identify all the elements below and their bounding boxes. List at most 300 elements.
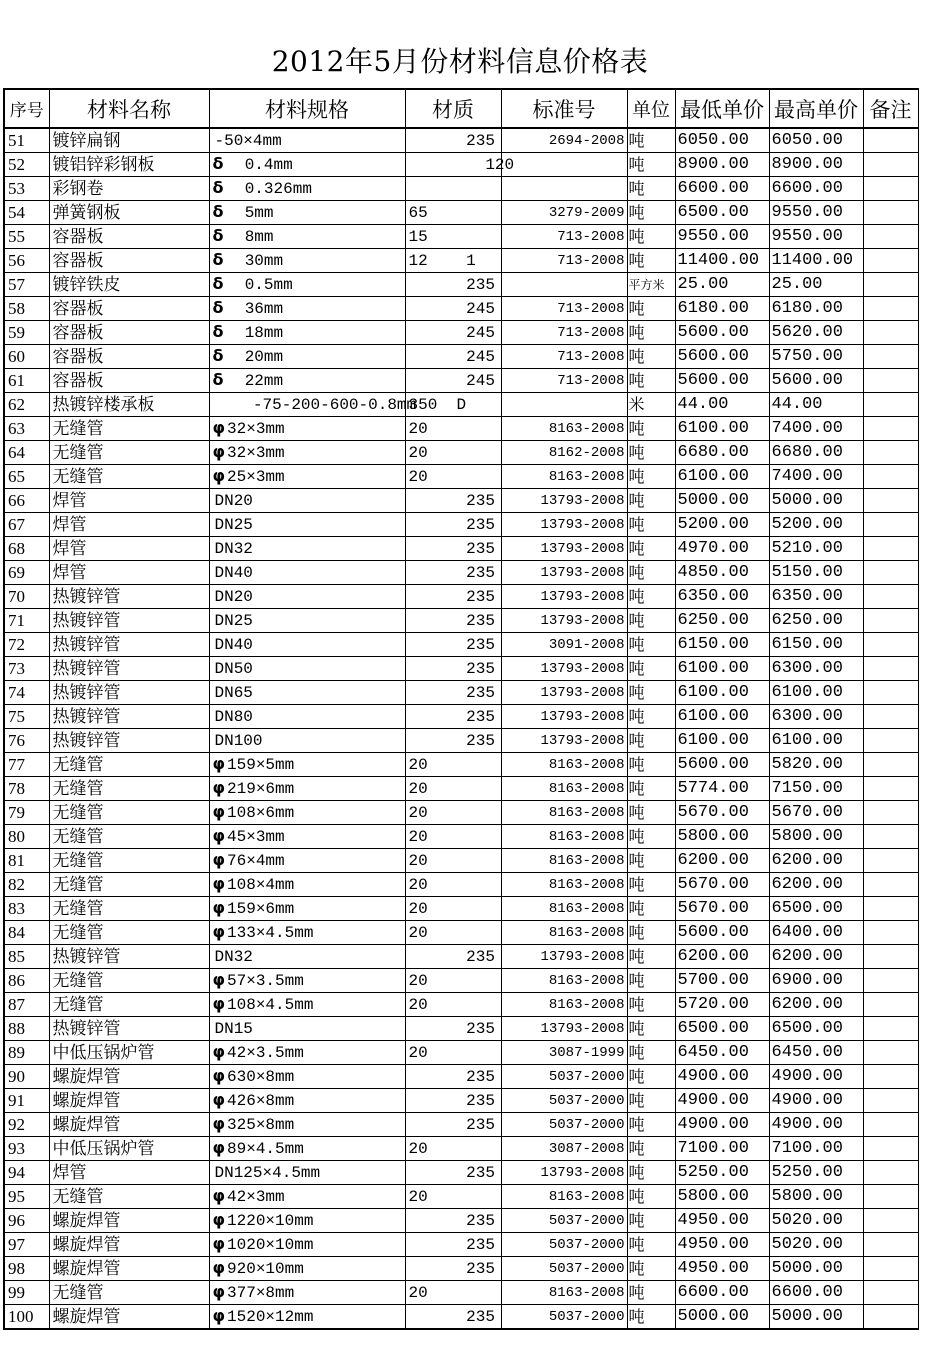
table-row xyxy=(4,225,918,249)
material-name: 焊管 xyxy=(49,489,209,513)
unit: 吨 xyxy=(627,369,675,393)
material-spec xyxy=(209,249,405,273)
material-grade: 235 xyxy=(405,489,501,513)
notes xyxy=(863,369,918,393)
max-price: 6300.00 xyxy=(769,705,863,729)
max-price: 5150.00 xyxy=(769,561,863,585)
max-price: 6200.00 xyxy=(769,849,863,873)
min-price: 5800.00 xyxy=(675,1185,769,1209)
standard-number: 8163-2008 xyxy=(501,873,627,897)
spec-symbol: φ xyxy=(212,1090,226,1109)
notes xyxy=(863,417,918,441)
table-row xyxy=(4,1161,918,1185)
row-index: 97 xyxy=(4,1233,49,1257)
min-price: 4950.00 xyxy=(675,1209,769,1233)
table-row xyxy=(4,681,918,705)
material-grade: 235 xyxy=(405,1113,501,1137)
standard-number: 713-2008 xyxy=(501,297,627,321)
min-price: 6680.00 xyxy=(675,441,769,465)
standard-number xyxy=(501,153,627,177)
max-price: 5600.00 xyxy=(769,369,863,393)
table-row xyxy=(4,1185,918,1209)
spec-text: DN125×4.5mm xyxy=(214,1164,321,1182)
material-grade: 20 xyxy=(405,993,501,1017)
spec-symbol: φ xyxy=(212,1234,226,1253)
row-index: 54 xyxy=(4,201,49,225)
min-price: 4950.00 xyxy=(675,1233,769,1257)
material-spec xyxy=(209,1017,405,1041)
max-price: 7400.00 xyxy=(769,417,863,441)
spec-text: DN40 xyxy=(214,564,253,582)
standard-number: 13793-2008 xyxy=(501,537,627,561)
standard-number: 3091-2008 xyxy=(501,633,627,657)
spec-text: DN80 xyxy=(214,708,253,726)
max-price: 44.00 xyxy=(769,393,863,417)
max-price: 5800.00 xyxy=(769,825,863,849)
material-spec xyxy=(209,1137,405,1161)
table-row xyxy=(4,417,918,441)
material-spec xyxy=(209,417,405,441)
material-name: 焊管 xyxy=(49,513,209,537)
material-name: 无缝管 xyxy=(49,441,209,465)
unit: 吨 xyxy=(627,177,675,201)
material-grade: 235 xyxy=(405,1305,501,1330)
material-name: 螺旋焊管 xyxy=(49,1305,209,1330)
material-grade: 65 xyxy=(405,201,501,225)
spec-text: 18mm xyxy=(225,324,284,342)
spec-text: 30mm xyxy=(225,252,284,270)
material-name: 弹簧钢板 xyxy=(49,201,209,225)
standard-number: 5037-2000 xyxy=(501,1305,627,1330)
max-price: 5250.00 xyxy=(769,1161,863,1185)
material-name: 焊管 xyxy=(49,1161,209,1185)
spec-symbol: δ xyxy=(212,202,224,221)
unit: 吨 xyxy=(627,849,675,873)
row-index: 95 xyxy=(4,1185,49,1209)
spec-symbol: φ xyxy=(212,1186,226,1205)
min-price: 6100.00 xyxy=(675,465,769,489)
material-name: 容器板 xyxy=(49,225,209,249)
notes xyxy=(863,873,918,897)
unit: 吨 xyxy=(627,993,675,1017)
spec-text: DN20 xyxy=(214,492,253,510)
material-name: 彩钢卷 xyxy=(49,177,209,201)
table-row xyxy=(4,1089,918,1113)
spec-text: DN15 xyxy=(214,1020,253,1038)
material-spec xyxy=(209,177,405,201)
table-row xyxy=(4,825,918,849)
spec-text: -50×4mm xyxy=(214,132,282,150)
row-index: 99 xyxy=(4,1281,49,1305)
material-spec xyxy=(209,489,405,513)
row-index: 76 xyxy=(4,729,49,753)
material-name: 热镀锌管 xyxy=(49,945,209,969)
spec-text: 32×3mm xyxy=(227,444,285,462)
row-index: 57 xyxy=(4,273,49,297)
unit: 吨 xyxy=(627,777,675,801)
spec-text: 1220×10mm xyxy=(227,1212,314,1230)
unit: 吨 xyxy=(627,321,675,345)
material-spec xyxy=(209,585,405,609)
row-index: 73 xyxy=(4,657,49,681)
material-spec xyxy=(209,969,405,993)
spec-text: 25×3mm xyxy=(227,468,285,486)
material-spec xyxy=(209,729,405,753)
spec-text: 159×5mm xyxy=(227,756,295,774)
spec-text: DN100 xyxy=(214,732,263,750)
min-price: 4950.00 xyxy=(675,1257,769,1281)
standard-number: 3087-1999 xyxy=(501,1041,627,1065)
unit: 吨 xyxy=(627,1017,675,1041)
unit: 吨 xyxy=(627,657,675,681)
material-name: 无缝管 xyxy=(49,777,209,801)
standard-number xyxy=(501,177,627,201)
notes xyxy=(863,1257,918,1281)
table-row xyxy=(4,1041,918,1065)
min-price: 6100.00 xyxy=(675,417,769,441)
material-grade: 235 xyxy=(405,561,501,585)
header-row xyxy=(4,89,918,128)
standard-number: 13793-2008 xyxy=(501,609,627,633)
row-index: 61 xyxy=(4,369,49,393)
notes xyxy=(863,921,918,945)
material-spec xyxy=(209,1185,405,1209)
material-grade: 245 xyxy=(405,345,501,369)
spec-symbol: δ xyxy=(212,298,224,317)
notes xyxy=(863,297,918,321)
max-price: 6180.00 xyxy=(769,297,863,321)
unit: 平方米 xyxy=(627,273,675,297)
spec-symbol: φ xyxy=(212,754,226,773)
notes xyxy=(863,1233,918,1257)
table-row xyxy=(4,1257,918,1281)
row-index: 89 xyxy=(4,1041,49,1065)
unit: 吨 xyxy=(627,609,675,633)
row-index: 55 xyxy=(4,225,49,249)
material-spec xyxy=(209,633,405,657)
unit: 吨 xyxy=(627,441,675,465)
notes xyxy=(863,1209,918,1233)
material-name: 无缝管 xyxy=(49,993,209,1017)
row-index: 63 xyxy=(4,417,49,441)
material-spec xyxy=(209,921,405,945)
material-spec xyxy=(209,705,405,729)
spec-text: 22mm xyxy=(225,372,284,390)
material-spec xyxy=(209,465,405,489)
unit: 吨 xyxy=(627,1113,675,1137)
max-price: 6400.00 xyxy=(769,921,863,945)
spec-symbol: φ xyxy=(212,826,226,845)
row-index: 52 xyxy=(4,153,49,177)
material-grade: 235 xyxy=(405,537,501,561)
max-price: 8900.00 xyxy=(769,153,863,177)
material-name: 容器板 xyxy=(49,249,209,273)
material-grade: 235 xyxy=(405,945,501,969)
table-row xyxy=(4,465,918,489)
material-spec xyxy=(209,897,405,921)
table-row xyxy=(4,128,918,153)
max-price: 7150.00 xyxy=(769,777,863,801)
material-name: 无缝管 xyxy=(49,1185,209,1209)
material-name: 容器板 xyxy=(49,345,209,369)
notes xyxy=(863,993,918,1017)
material-spec xyxy=(209,441,405,465)
max-price: 5210.00 xyxy=(769,537,863,561)
standard-number xyxy=(501,273,627,297)
material-spec xyxy=(209,1233,405,1257)
material-spec xyxy=(209,681,405,705)
max-price: 6500.00 xyxy=(769,897,863,921)
table-row xyxy=(4,369,918,393)
row-index: 94 xyxy=(4,1161,49,1185)
unit: 吨 xyxy=(627,1089,675,1113)
material-spec xyxy=(209,369,405,393)
material-spec xyxy=(209,1161,405,1185)
standard-number: 5037-2000 xyxy=(501,1113,627,1137)
notes xyxy=(863,609,918,633)
material-grade: 235 xyxy=(405,1065,501,1089)
standard-number: 5037-2000 xyxy=(501,1089,627,1113)
unit: 吨 xyxy=(627,1065,675,1089)
max-price: 6200.00 xyxy=(769,873,863,897)
max-price: 25.00 xyxy=(769,273,863,297)
min-price: 5600.00 xyxy=(675,921,769,945)
max-price: 6900.00 xyxy=(769,969,863,993)
table-row xyxy=(4,801,918,825)
material-spec xyxy=(209,345,405,369)
unit: 吨 xyxy=(627,921,675,945)
unit: 吨 xyxy=(627,1209,675,1233)
table-row xyxy=(4,921,918,945)
spec-symbol: δ xyxy=(212,178,224,197)
unit: 吨 xyxy=(627,1233,675,1257)
row-index: 96 xyxy=(4,1209,49,1233)
material-grade: 20 xyxy=(405,921,501,945)
unit: 吨 xyxy=(627,945,675,969)
min-price: 6100.00 xyxy=(675,657,769,681)
material-grade xyxy=(405,177,501,201)
min-price: 6450.00 xyxy=(675,1041,769,1065)
material-name: 中低压锅炉管 xyxy=(49,1137,209,1161)
material-spec xyxy=(209,801,405,825)
notes xyxy=(863,825,918,849)
max-price: 6100.00 xyxy=(769,729,863,753)
spec-symbol: φ xyxy=(212,1138,226,1157)
notes xyxy=(863,249,918,273)
spec-text: 108×4.5mm xyxy=(227,996,314,1014)
row-index: 79 xyxy=(4,801,49,825)
material-spec xyxy=(209,128,405,153)
notes xyxy=(863,801,918,825)
material-name: 热镀锌管 xyxy=(49,681,209,705)
material-spec xyxy=(209,513,405,537)
max-price: 5000.00 xyxy=(769,489,863,513)
min-price: 6100.00 xyxy=(675,705,769,729)
unit: 吨 xyxy=(627,1137,675,1161)
row-index: 75 xyxy=(4,705,49,729)
min-price: 4900.00 xyxy=(675,1065,769,1089)
material-spec xyxy=(209,537,405,561)
max-price: 5020.00 xyxy=(769,1233,863,1257)
spec-text: DN65 xyxy=(214,684,253,702)
standard-number: 5037-2000 xyxy=(501,1065,627,1089)
row-index: 85 xyxy=(4,945,49,969)
standard-number: 2694-2008 xyxy=(501,128,627,153)
table-row xyxy=(4,849,918,873)
row-index: 58 xyxy=(4,297,49,321)
unit: 吨 xyxy=(627,465,675,489)
material-name: 热镀锌管 xyxy=(49,633,209,657)
row-index: 62 xyxy=(4,393,49,417)
material-grade: 20 xyxy=(405,441,501,465)
standard-number: 8162-2008 xyxy=(501,441,627,465)
min-price: 5600.00 xyxy=(675,345,769,369)
min-price: 5600.00 xyxy=(675,369,769,393)
standard-number: 713-2008 xyxy=(501,249,627,273)
table-row xyxy=(4,633,918,657)
material-grade: 235 xyxy=(405,681,501,705)
material-name: 镀铝锌彩钢板 xyxy=(49,153,209,177)
material-name: 无缝管 xyxy=(49,969,209,993)
notes xyxy=(863,441,918,465)
material-grade: 235 xyxy=(405,1017,501,1041)
unit: 米 xyxy=(627,393,675,417)
max-price: 11400.00 xyxy=(769,249,863,273)
material-name: 螺旋焊管 xyxy=(49,1113,209,1137)
max-price: 4900.00 xyxy=(769,1089,863,1113)
spec-symbol: δ xyxy=(212,370,224,389)
table-row xyxy=(4,705,918,729)
material-name: 无缝管 xyxy=(49,873,209,897)
standard-number: 8163-2008 xyxy=(501,897,627,921)
min-price: 5600.00 xyxy=(675,321,769,345)
table-row xyxy=(4,561,918,585)
standard-number: 13793-2008 xyxy=(501,513,627,537)
header-specification: 材料规格 xyxy=(209,89,405,128)
notes xyxy=(863,849,918,873)
spec-text: 325×8mm xyxy=(227,1116,295,1134)
spec-text: 0.5mm xyxy=(225,276,293,294)
material-name: 无缝管 xyxy=(49,897,209,921)
material-spec xyxy=(209,297,405,321)
table-row xyxy=(4,993,918,1017)
standard-number: 5037-2000 xyxy=(501,1257,627,1281)
table-row xyxy=(4,1065,918,1089)
min-price: 6500.00 xyxy=(675,1017,769,1041)
unit: 吨 xyxy=(627,633,675,657)
unit: 吨 xyxy=(627,128,675,153)
material-spec xyxy=(209,825,405,849)
table-row xyxy=(4,513,918,537)
material-grade: 20 xyxy=(405,969,501,993)
material-grade: 20 xyxy=(405,777,501,801)
material-grade: 245 xyxy=(405,369,501,393)
row-index: 56 xyxy=(4,249,49,273)
unit: 吨 xyxy=(627,753,675,777)
min-price: 5600.00 xyxy=(675,753,769,777)
max-price: 6250.00 xyxy=(769,609,863,633)
spec-text: 57×3.5mm xyxy=(227,972,304,990)
row-index: 65 xyxy=(4,465,49,489)
spec-text: 0.326mm xyxy=(225,180,312,198)
min-price: 5670.00 xyxy=(675,873,769,897)
table-row xyxy=(4,609,918,633)
spec-text: 36mm xyxy=(225,300,284,318)
row-index: 67 xyxy=(4,513,49,537)
spec-symbol: φ xyxy=(212,802,226,821)
material-spec xyxy=(209,873,405,897)
material-grade: 235 xyxy=(405,657,501,681)
material-spec xyxy=(209,849,405,873)
max-price: 6450.00 xyxy=(769,1041,863,1065)
material-grade: 235 xyxy=(405,1089,501,1113)
spec-symbol: φ xyxy=(212,994,226,1013)
max-price: 5000.00 xyxy=(769,1257,863,1281)
table-row xyxy=(4,273,918,297)
spec-symbol: φ xyxy=(212,1282,226,1301)
header-standard-number: 标准号 xyxy=(501,89,627,128)
page-title: 2012年5月份材料信息价格表 xyxy=(271,45,649,78)
header-index: 序号 xyxy=(4,89,49,128)
material-grade: 235 xyxy=(405,585,501,609)
spec-symbol: φ xyxy=(212,1258,226,1277)
spec-symbol: φ xyxy=(212,418,226,437)
standard-number: 8163-2008 xyxy=(501,993,627,1017)
table-row xyxy=(4,873,918,897)
standard-number: 8163-2008 xyxy=(501,801,627,825)
material-spec xyxy=(209,273,405,297)
material-grade: 20 xyxy=(405,753,501,777)
unit: 吨 xyxy=(627,417,675,441)
standard-number: 713-2008 xyxy=(501,369,627,393)
material-spec xyxy=(209,753,405,777)
max-price: 7400.00 xyxy=(769,465,863,489)
max-price: 6200.00 xyxy=(769,945,863,969)
standard-number: 5037-2000 xyxy=(501,1233,627,1257)
max-price: 7100.00 xyxy=(769,1137,863,1161)
row-index: 74 xyxy=(4,681,49,705)
standard-number: 8163-2008 xyxy=(501,1185,627,1209)
notes xyxy=(863,537,918,561)
standard-number: 713-2008 xyxy=(501,321,627,345)
max-price: 5800.00 xyxy=(769,1185,863,1209)
notes xyxy=(863,657,918,681)
material-spec xyxy=(209,393,417,417)
standard-number: 8163-2008 xyxy=(501,465,627,489)
notes xyxy=(863,128,918,153)
spec-symbol: φ xyxy=(212,922,226,941)
spec-symbol: φ xyxy=(212,1066,226,1085)
standard-number: 8163-2008 xyxy=(501,825,627,849)
unit: 吨 xyxy=(627,1161,675,1185)
notes xyxy=(863,777,918,801)
table-row xyxy=(4,201,918,225)
material-grade: 245 xyxy=(405,297,501,321)
min-price: 11400.00 xyxy=(675,249,769,273)
table-row xyxy=(4,489,918,513)
spec-text: 32×3mm xyxy=(227,420,285,438)
notes xyxy=(863,177,918,201)
material-grade: 20 xyxy=(405,1281,501,1305)
notes xyxy=(863,561,918,585)
table-row xyxy=(4,345,918,369)
max-price: 6150.00 xyxy=(769,633,863,657)
material-grade: 235 xyxy=(405,705,501,729)
material-name: 无缝管 xyxy=(49,921,209,945)
notes xyxy=(863,633,918,657)
spec-text: 630×8mm xyxy=(227,1068,295,1086)
material-grade: 20 xyxy=(405,1137,501,1161)
